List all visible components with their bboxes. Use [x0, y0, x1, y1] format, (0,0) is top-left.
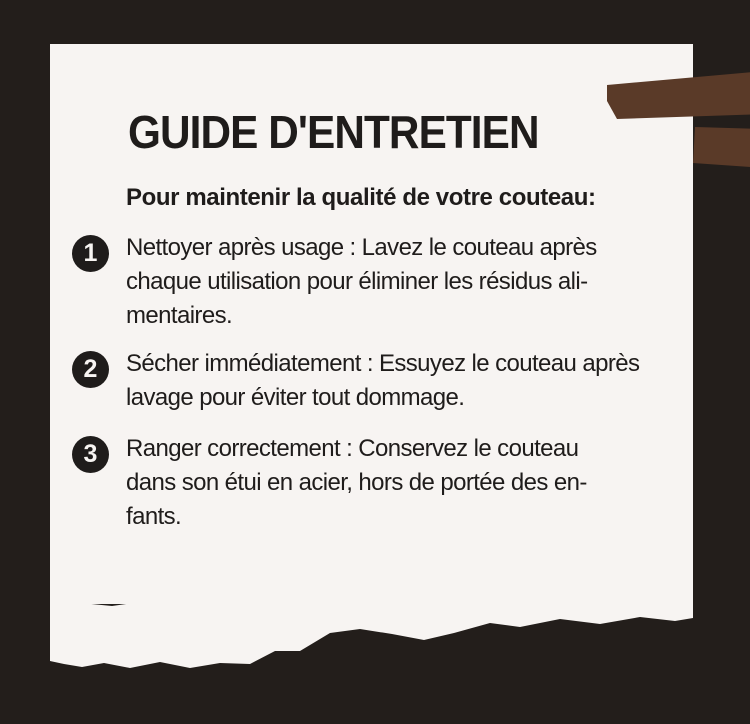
- step-number-badge-3: 3: [72, 436, 109, 473]
- step-1-text: [126, 231, 692, 333]
- tape-strip: [605, 65, 750, 175]
- step-2-line-2: lavage pour éviter tout dommage.: [126, 384, 465, 411]
- step-1-line-2: chaque utilisation pour éliminer les résidus ali-: [126, 268, 588, 295]
- step-3-line-3: fants.: [126, 503, 182, 530]
- step-3-line-2: dans son étui en acier, hors de portée des en-: [126, 469, 587, 496]
- step-3-text: [126, 432, 692, 534]
- step-2-line-1: Sécher immédiatement : Essuyez le couteau après: [126, 350, 640, 377]
- step-3-line-1: Ranger correctement : Conservez le couteau: [126, 435, 579, 462]
- step-number-badge-2: 2: [72, 351, 109, 388]
- step-2-text: [126, 347, 692, 415]
- page-title: GUIDE D'ENTRETIEN: [128, 106, 539, 158]
- step-1-line-1: Nettoyer après usage : Lavez le couteau après: [126, 234, 597, 261]
- step-number-badge-1: 1: [72, 235, 109, 272]
- step-1-line-3: mentaires.: [126, 302, 233, 329]
- subtitle: Pour maintenir la qualité de votre couteau:: [126, 184, 596, 211]
